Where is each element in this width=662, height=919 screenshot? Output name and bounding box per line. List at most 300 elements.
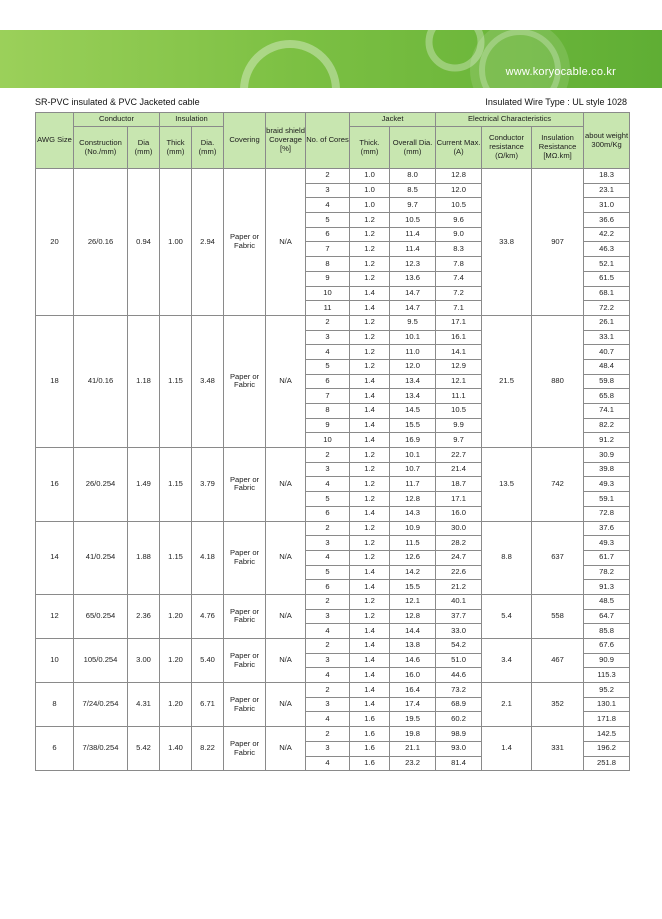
current-max-cell: 12.9 xyxy=(436,359,482,374)
jacket-thick-cell: 1.2 xyxy=(350,536,390,551)
overall-dia-cell: 19.8 xyxy=(390,727,436,742)
covering-cell: Paper or Fabric xyxy=(224,727,266,771)
jacket-thick-cell: 1.4 xyxy=(350,374,390,389)
overall-dia-cell: 16.9 xyxy=(390,433,436,448)
cores-cell: 2 xyxy=(306,169,350,184)
weight-cell: 48.5 xyxy=(584,594,630,609)
jacket-thick-cell: 1.2 xyxy=(350,315,390,330)
braid-coverage-cell: N/A xyxy=(266,448,306,521)
overall-dia-cell: 11.7 xyxy=(390,477,436,492)
insulation-dia-cell: 5.40 xyxy=(192,639,224,683)
overall-dia-cell: 14.7 xyxy=(390,286,436,301)
header-current-max: Current Max.(A) xyxy=(436,127,482,169)
weight-cell: 72.8 xyxy=(584,506,630,521)
awg-size-cell: 20 xyxy=(36,169,74,316)
current-max-cell: 10.5 xyxy=(436,404,482,419)
weight-cell: 26.1 xyxy=(584,315,630,330)
header-covering: Covering xyxy=(224,113,266,169)
conductor-dia-cell: 1.49 xyxy=(128,448,160,521)
jacket-thick-cell: 1.4 xyxy=(350,624,390,639)
overall-dia-cell: 12.8 xyxy=(390,609,436,624)
current-max-cell: 11.1 xyxy=(436,389,482,404)
jacket-thick-cell: 1.4 xyxy=(350,433,390,448)
weight-cell: 49.3 xyxy=(584,536,630,551)
jacket-thick-cell: 1.2 xyxy=(350,359,390,374)
overall-dia-cell: 12.6 xyxy=(390,550,436,565)
overall-dia-cell: 11.5 xyxy=(390,536,436,551)
braid-coverage-cell: N/A xyxy=(266,169,306,316)
current-max-cell: 24.7 xyxy=(436,550,482,565)
header-jacket: Jacket xyxy=(350,113,436,127)
overall-dia-cell: 14.5 xyxy=(390,404,436,419)
conductor-resistance-cell: 8.8 xyxy=(482,521,532,594)
cores-cell: 3 xyxy=(306,462,350,477)
cores-cell: 2 xyxy=(306,727,350,742)
table-row xyxy=(36,315,630,330)
jacket-thick-cell: 1.6 xyxy=(350,741,390,756)
header-overall-dia: Overall Dia.(mm) xyxy=(390,127,436,169)
braid-coverage-cell: N/A xyxy=(266,727,306,771)
cores-cell: 8 xyxy=(306,257,350,272)
header-awg-size: AWG Size xyxy=(36,113,74,169)
header-conductor-resistance: Conductor resistance (Ω/km) xyxy=(482,127,532,169)
overall-dia-cell: 17.4 xyxy=(390,697,436,712)
overall-dia-cell: 14.2 xyxy=(390,565,436,580)
weight-cell: 142.5 xyxy=(584,727,630,742)
jacket-thick-cell: 1.2 xyxy=(350,609,390,624)
jacket-thick-cell: 1.2 xyxy=(350,213,390,228)
covering-cell: Paper or Fabric xyxy=(224,683,266,727)
cores-cell: 4 xyxy=(306,198,350,213)
header-banner xyxy=(0,30,662,88)
jacket-thick-cell: 1.6 xyxy=(350,756,390,771)
overall-dia-cell: 12.1 xyxy=(390,594,436,609)
jacket-thick-cell: 1.2 xyxy=(350,594,390,609)
insulation-dia-cell: 2.94 xyxy=(192,169,224,316)
jacket-thick-cell: 1.4 xyxy=(350,418,390,433)
weight-cell: 39.8 xyxy=(584,462,630,477)
overall-dia-cell: 16.4 xyxy=(390,683,436,698)
conductor-dia-cell: 4.31 xyxy=(128,683,160,727)
header-braid-shield: braid shield Coverage [%] xyxy=(266,113,306,169)
weight-cell: 64.7 xyxy=(584,609,630,624)
awg-size-cell: 10 xyxy=(36,639,74,683)
cores-cell: 2 xyxy=(306,594,350,609)
weight-cell: 91.2 xyxy=(584,433,630,448)
cores-cell: 4 xyxy=(306,668,350,683)
jacket-thick-cell: 1.2 xyxy=(350,550,390,565)
insulation-resistance-cell: 907 xyxy=(532,169,584,316)
overall-dia-cell: 13.8 xyxy=(390,639,436,654)
conductor-resistance-cell: 5.4 xyxy=(482,594,532,638)
overall-dia-cell: 14.6 xyxy=(390,653,436,668)
header-weight: about weight 300m/Kg xyxy=(584,113,630,169)
insulation-resistance-cell: 742 xyxy=(532,448,584,521)
current-max-cell: 14.1 xyxy=(436,345,482,360)
jacket-thick-cell: 1.4 xyxy=(350,286,390,301)
table-row xyxy=(36,521,630,536)
braid-coverage-cell: N/A xyxy=(266,683,306,727)
current-max-cell: 22.7 xyxy=(436,448,482,463)
jacket-thick-cell: 1.4 xyxy=(350,301,390,316)
weight-cell: 90.9 xyxy=(584,653,630,668)
cores-cell: 2 xyxy=(306,639,350,654)
current-max-cell: 9.0 xyxy=(436,227,482,242)
covering-cell: Paper or Fabric xyxy=(224,448,266,521)
weight-cell: 95.2 xyxy=(584,683,630,698)
weight-cell: 36.6 xyxy=(584,213,630,228)
overall-dia-cell: 9.7 xyxy=(390,198,436,213)
header-insulation: Insulation xyxy=(160,113,224,127)
weight-cell: 42.2 xyxy=(584,227,630,242)
current-max-cell: 17.1 xyxy=(436,315,482,330)
overall-dia-cell: 11.4 xyxy=(390,227,436,242)
cores-cell: 6 xyxy=(306,227,350,242)
cores-cell: 2 xyxy=(306,315,350,330)
conductor-resistance-cell: 3.4 xyxy=(482,639,532,683)
cable-spec-table xyxy=(35,112,630,771)
overall-dia-cell: 15.5 xyxy=(390,580,436,595)
overall-dia-cell: 12.3 xyxy=(390,257,436,272)
awg-size-cell: 16 xyxy=(36,448,74,521)
weight-cell: 251.8 xyxy=(584,756,630,771)
cores-cell: 11 xyxy=(306,301,350,316)
weight-cell: 49.3 xyxy=(584,477,630,492)
weight-cell: 68.1 xyxy=(584,286,630,301)
cores-cell: 2 xyxy=(306,521,350,536)
overall-dia-cell: 23.2 xyxy=(390,756,436,771)
overall-dia-cell: 14.3 xyxy=(390,506,436,521)
current-max-cell: 60.2 xyxy=(436,712,482,727)
cores-cell: 5 xyxy=(306,213,350,228)
overall-dia-cell: 21.1 xyxy=(390,741,436,756)
jacket-thick-cell: 1.4 xyxy=(350,389,390,404)
insulation-thick-cell: 1.40 xyxy=(160,727,192,771)
overall-dia-cell: 8.0 xyxy=(390,169,436,184)
cores-cell: 8 xyxy=(306,404,350,419)
weight-cell: 82.2 xyxy=(584,418,630,433)
current-max-cell: 12.8 xyxy=(436,169,482,184)
current-max-cell: 9.7 xyxy=(436,433,482,448)
cores-cell: 2 xyxy=(306,448,350,463)
current-max-cell: 37.7 xyxy=(436,609,482,624)
cores-cell: 4 xyxy=(306,550,350,565)
table-row xyxy=(36,727,630,742)
cores-cell: 7 xyxy=(306,389,350,404)
cores-cell: 9 xyxy=(306,271,350,286)
weight-cell: 67.6 xyxy=(584,639,630,654)
jacket-thick-cell: 1.2 xyxy=(350,271,390,286)
construction-cell: 7/38/0.254 xyxy=(74,727,128,771)
cores-cell: 5 xyxy=(306,359,350,374)
covering-cell: Paper or Fabric xyxy=(224,594,266,638)
current-max-cell: 22.6 xyxy=(436,565,482,580)
conductor-dia-cell: 1.88 xyxy=(128,521,160,594)
overall-dia-cell: 11.4 xyxy=(390,242,436,257)
overall-dia-cell: 19.5 xyxy=(390,712,436,727)
awg-size-cell: 12 xyxy=(36,594,74,638)
current-max-cell: 18.7 xyxy=(436,477,482,492)
conductor-resistance-cell: 21.5 xyxy=(482,315,532,447)
covering-cell: Paper or Fabric xyxy=(224,169,266,316)
insulation-resistance-cell: 352 xyxy=(532,683,584,727)
jacket-thick-cell: 1.2 xyxy=(350,477,390,492)
cores-cell: 4 xyxy=(306,756,350,771)
cores-cell: 5 xyxy=(306,492,350,507)
current-max-cell: 21.2 xyxy=(436,580,482,595)
insulation-resistance-cell: 880 xyxy=(532,315,584,447)
current-max-cell: 54.2 xyxy=(436,639,482,654)
insulation-resistance-cell: 637 xyxy=(532,521,584,594)
cores-cell: 2 xyxy=(306,683,350,698)
overall-dia-cell: 14.7 xyxy=(390,301,436,316)
table-body xyxy=(36,169,630,771)
cores-cell: 5 xyxy=(306,565,350,580)
insulation-dia-cell: 6.71 xyxy=(192,683,224,727)
weight-cell: 171.8 xyxy=(584,712,630,727)
insulation-dia-cell: 4.18 xyxy=(192,521,224,594)
jacket-thick-cell: 1.4 xyxy=(350,565,390,580)
jacket-thick-cell: 1.4 xyxy=(350,653,390,668)
overall-dia-cell: 8.5 xyxy=(390,183,436,198)
cores-cell: 6 xyxy=(306,374,350,389)
weight-cell: 48.4 xyxy=(584,359,630,374)
cores-cell: 3 xyxy=(306,330,350,345)
cores-cell: 9 xyxy=(306,418,350,433)
header-construction: Construction (No./mm) xyxy=(74,127,128,169)
insulation-thick-cell: 1.15 xyxy=(160,521,192,594)
conductor-resistance-cell: 1.4 xyxy=(482,727,532,771)
cores-cell: 7 xyxy=(306,242,350,257)
current-max-cell: 73.2 xyxy=(436,683,482,698)
weight-cell: 78.2 xyxy=(584,565,630,580)
conductor-dia-cell: 3.00 xyxy=(128,639,160,683)
overall-dia-cell: 10.7 xyxy=(390,462,436,477)
header-insulation-thick: Thick (mm) xyxy=(160,127,192,169)
overall-dia-cell: 13.4 xyxy=(390,389,436,404)
jacket-thick-cell: 1.4 xyxy=(350,668,390,683)
cores-cell: 3 xyxy=(306,741,350,756)
table-row xyxy=(36,594,630,609)
jacket-thick-cell: 1.2 xyxy=(350,521,390,536)
current-max-cell: 8.3 xyxy=(436,242,482,257)
insulation-thick-cell: 1.15 xyxy=(160,315,192,447)
jacket-thick-cell: 1.2 xyxy=(350,330,390,345)
cores-cell: 3 xyxy=(306,183,350,198)
braid-coverage-cell: N/A xyxy=(266,594,306,638)
current-max-cell: 81.4 xyxy=(436,756,482,771)
conductor-dia-cell: 1.18 xyxy=(128,315,160,447)
insulation-dia-cell: 3.48 xyxy=(192,315,224,447)
jacket-thick-cell: 1.6 xyxy=(350,727,390,742)
jacket-thick-cell: 1.4 xyxy=(350,506,390,521)
current-max-cell: 9.9 xyxy=(436,418,482,433)
jacket-thick-cell: 1.2 xyxy=(350,345,390,360)
insulation-resistance-cell: 467 xyxy=(532,639,584,683)
weight-cell: 23.1 xyxy=(584,183,630,198)
insulation-dia-cell: 4.76 xyxy=(192,594,224,638)
overall-dia-cell: 10.9 xyxy=(390,521,436,536)
insulation-thick-cell: 1.00 xyxy=(160,169,192,316)
weight-cell: 85.8 xyxy=(584,624,630,639)
construction-cell: 41/0.254 xyxy=(74,521,128,594)
cores-cell: 3 xyxy=(306,697,350,712)
cores-cell: 10 xyxy=(306,433,350,448)
current-max-cell: 7.4 xyxy=(436,271,482,286)
weight-cell: 72.2 xyxy=(584,301,630,316)
conductor-dia-cell: 2.36 xyxy=(128,594,160,638)
overall-dia-cell: 9.5 xyxy=(390,315,436,330)
weight-cell: 33.1 xyxy=(584,330,630,345)
insulation-thick-cell: 1.20 xyxy=(160,594,192,638)
current-max-cell: 7.2 xyxy=(436,286,482,301)
overall-dia-cell: 10.5 xyxy=(390,213,436,228)
jacket-thick-cell: 1.4 xyxy=(350,683,390,698)
weight-cell: 40.7 xyxy=(584,345,630,360)
table-row xyxy=(36,683,630,698)
jacket-thick-cell: 1.0 xyxy=(350,183,390,198)
conductor-resistance-cell: 13.5 xyxy=(482,448,532,521)
conductor-dia-cell: 5.42 xyxy=(128,727,160,771)
current-max-cell: 10.5 xyxy=(436,198,482,213)
current-max-cell: 9.6 xyxy=(436,213,482,228)
current-max-cell: 7.8 xyxy=(436,257,482,272)
weight-cell: 115.3 xyxy=(584,668,630,683)
header-conductor-dia: Dia (mm) xyxy=(128,127,160,169)
jacket-thick-cell: 1.6 xyxy=(350,712,390,727)
current-max-cell: 93.0 xyxy=(436,741,482,756)
weight-cell: 61.5 xyxy=(584,271,630,286)
jacket-thick-cell: 1.2 xyxy=(350,492,390,507)
decorative-circles-graphic xyxy=(0,30,662,88)
weight-cell: 31.0 xyxy=(584,198,630,213)
construction-cell: 7/24/0.254 xyxy=(74,683,128,727)
weight-cell: 65.8 xyxy=(584,389,630,404)
overall-dia-cell: 16.0 xyxy=(390,668,436,683)
header-insulation-resistance: Insulation Resistance [MΩ.km] xyxy=(532,127,584,169)
braid-coverage-cell: N/A xyxy=(266,521,306,594)
cores-cell: 6 xyxy=(306,580,350,595)
current-max-cell: 44.6 xyxy=(436,668,482,683)
insulation-resistance-cell: 558 xyxy=(532,594,584,638)
construction-cell: 41/0.16 xyxy=(74,315,128,447)
overall-dia-cell: 14.4 xyxy=(390,624,436,639)
cores-cell: 3 xyxy=(306,609,350,624)
header-conductor: Conductor xyxy=(74,113,160,127)
cores-cell: 4 xyxy=(306,345,350,360)
insulation-resistance-cell: 331 xyxy=(532,727,584,771)
current-max-cell: 68.9 xyxy=(436,697,482,712)
cores-cell: 10 xyxy=(306,286,350,301)
awg-size-cell: 14 xyxy=(36,521,74,594)
jacket-thick-cell: 1.4 xyxy=(350,580,390,595)
weight-cell: 52.1 xyxy=(584,257,630,272)
conductor-resistance-cell: 33.8 xyxy=(482,169,532,316)
current-max-cell: 21.4 xyxy=(436,462,482,477)
overall-dia-cell: 13.6 xyxy=(390,271,436,286)
jacket-thick-cell: 1.4 xyxy=(350,404,390,419)
cable-type-caption: SR-PVC insulated & PVC Jacketed cable xyxy=(35,97,200,107)
weight-cell: 91.3 xyxy=(584,580,630,595)
header-insulation-dia: Dia. (mm) xyxy=(192,127,224,169)
cores-cell: 3 xyxy=(306,536,350,551)
overall-dia-cell: 15.5 xyxy=(390,418,436,433)
insulation-thick-cell: 1.20 xyxy=(160,683,192,727)
table-row xyxy=(36,448,630,463)
weight-cell: 18.3 xyxy=(584,169,630,184)
overall-dia-cell: 10.1 xyxy=(390,330,436,345)
weight-cell: 37.6 xyxy=(584,521,630,536)
current-max-cell: 30.0 xyxy=(436,521,482,536)
construction-cell: 26/0.254 xyxy=(74,448,128,521)
header-electrical: Electrical Characteristics xyxy=(436,113,584,127)
insulation-thick-cell: 1.20 xyxy=(160,639,192,683)
wire-type-caption: Insulated Wire Type : UL style 1028 xyxy=(485,97,627,107)
insulation-dia-cell: 3.79 xyxy=(192,448,224,521)
current-max-cell: 17.1 xyxy=(436,492,482,507)
covering-cell: Paper or Fabric xyxy=(224,639,266,683)
weight-cell: 130.1 xyxy=(584,697,630,712)
jacket-thick-cell: 1.2 xyxy=(350,462,390,477)
table-row xyxy=(36,169,630,184)
insulation-thick-cell: 1.15 xyxy=(160,448,192,521)
construction-cell: 105/0.254 xyxy=(74,639,128,683)
weight-cell: 59.8 xyxy=(584,374,630,389)
overall-dia-cell: 13.4 xyxy=(390,374,436,389)
construction-cell: 26/0.16 xyxy=(74,169,128,316)
awg-size-cell: 8 xyxy=(36,683,74,727)
current-max-cell: 7.1 xyxy=(436,301,482,316)
current-max-cell: 28.2 xyxy=(436,536,482,551)
weight-cell: 74.1 xyxy=(584,404,630,419)
weight-cell: 196.2 xyxy=(584,741,630,756)
weight-cell: 59.1 xyxy=(584,492,630,507)
current-max-cell: 33.0 xyxy=(436,624,482,639)
current-max-cell: 12.0 xyxy=(436,183,482,198)
current-max-cell: 51.0 xyxy=(436,653,482,668)
braid-coverage-cell: N/A xyxy=(266,639,306,683)
insulation-dia-cell: 8.22 xyxy=(192,727,224,771)
weight-cell: 61.7 xyxy=(584,550,630,565)
awg-size-cell: 18 xyxy=(36,315,74,447)
conductor-resistance-cell: 2.1 xyxy=(482,683,532,727)
header-no-of-cores: No. of Cores xyxy=(306,113,350,169)
cores-cell: 6 xyxy=(306,506,350,521)
overall-dia-cell: 10.1 xyxy=(390,448,436,463)
jacket-thick-cell: 1.4 xyxy=(350,639,390,654)
construction-cell: 65/0.254 xyxy=(74,594,128,638)
jacket-thick-cell: 1.4 xyxy=(350,697,390,712)
awg-size-cell: 6 xyxy=(36,727,74,771)
website-url[interactable]: www.koryocable.co.kr xyxy=(505,66,616,78)
jacket-thick-cell: 1.2 xyxy=(350,227,390,242)
weight-cell: 46.3 xyxy=(584,242,630,257)
table-row xyxy=(36,639,630,654)
current-max-cell: 98.9 xyxy=(436,727,482,742)
cores-cell: 4 xyxy=(306,712,350,727)
current-max-cell: 12.1 xyxy=(436,374,482,389)
jacket-thick-cell: 1.2 xyxy=(350,257,390,272)
jacket-thick-cell: 1.2 xyxy=(350,242,390,257)
overall-dia-cell: 12.8 xyxy=(390,492,436,507)
cores-cell: 3 xyxy=(306,653,350,668)
current-max-cell: 16.1 xyxy=(436,330,482,345)
header-jacket-thick: Thick. (mm) xyxy=(350,127,390,169)
cores-cell: 4 xyxy=(306,477,350,492)
jacket-thick-cell: 1.2 xyxy=(350,448,390,463)
covering-cell: Paper or Fabric xyxy=(224,315,266,447)
current-max-cell: 40.1 xyxy=(436,594,482,609)
